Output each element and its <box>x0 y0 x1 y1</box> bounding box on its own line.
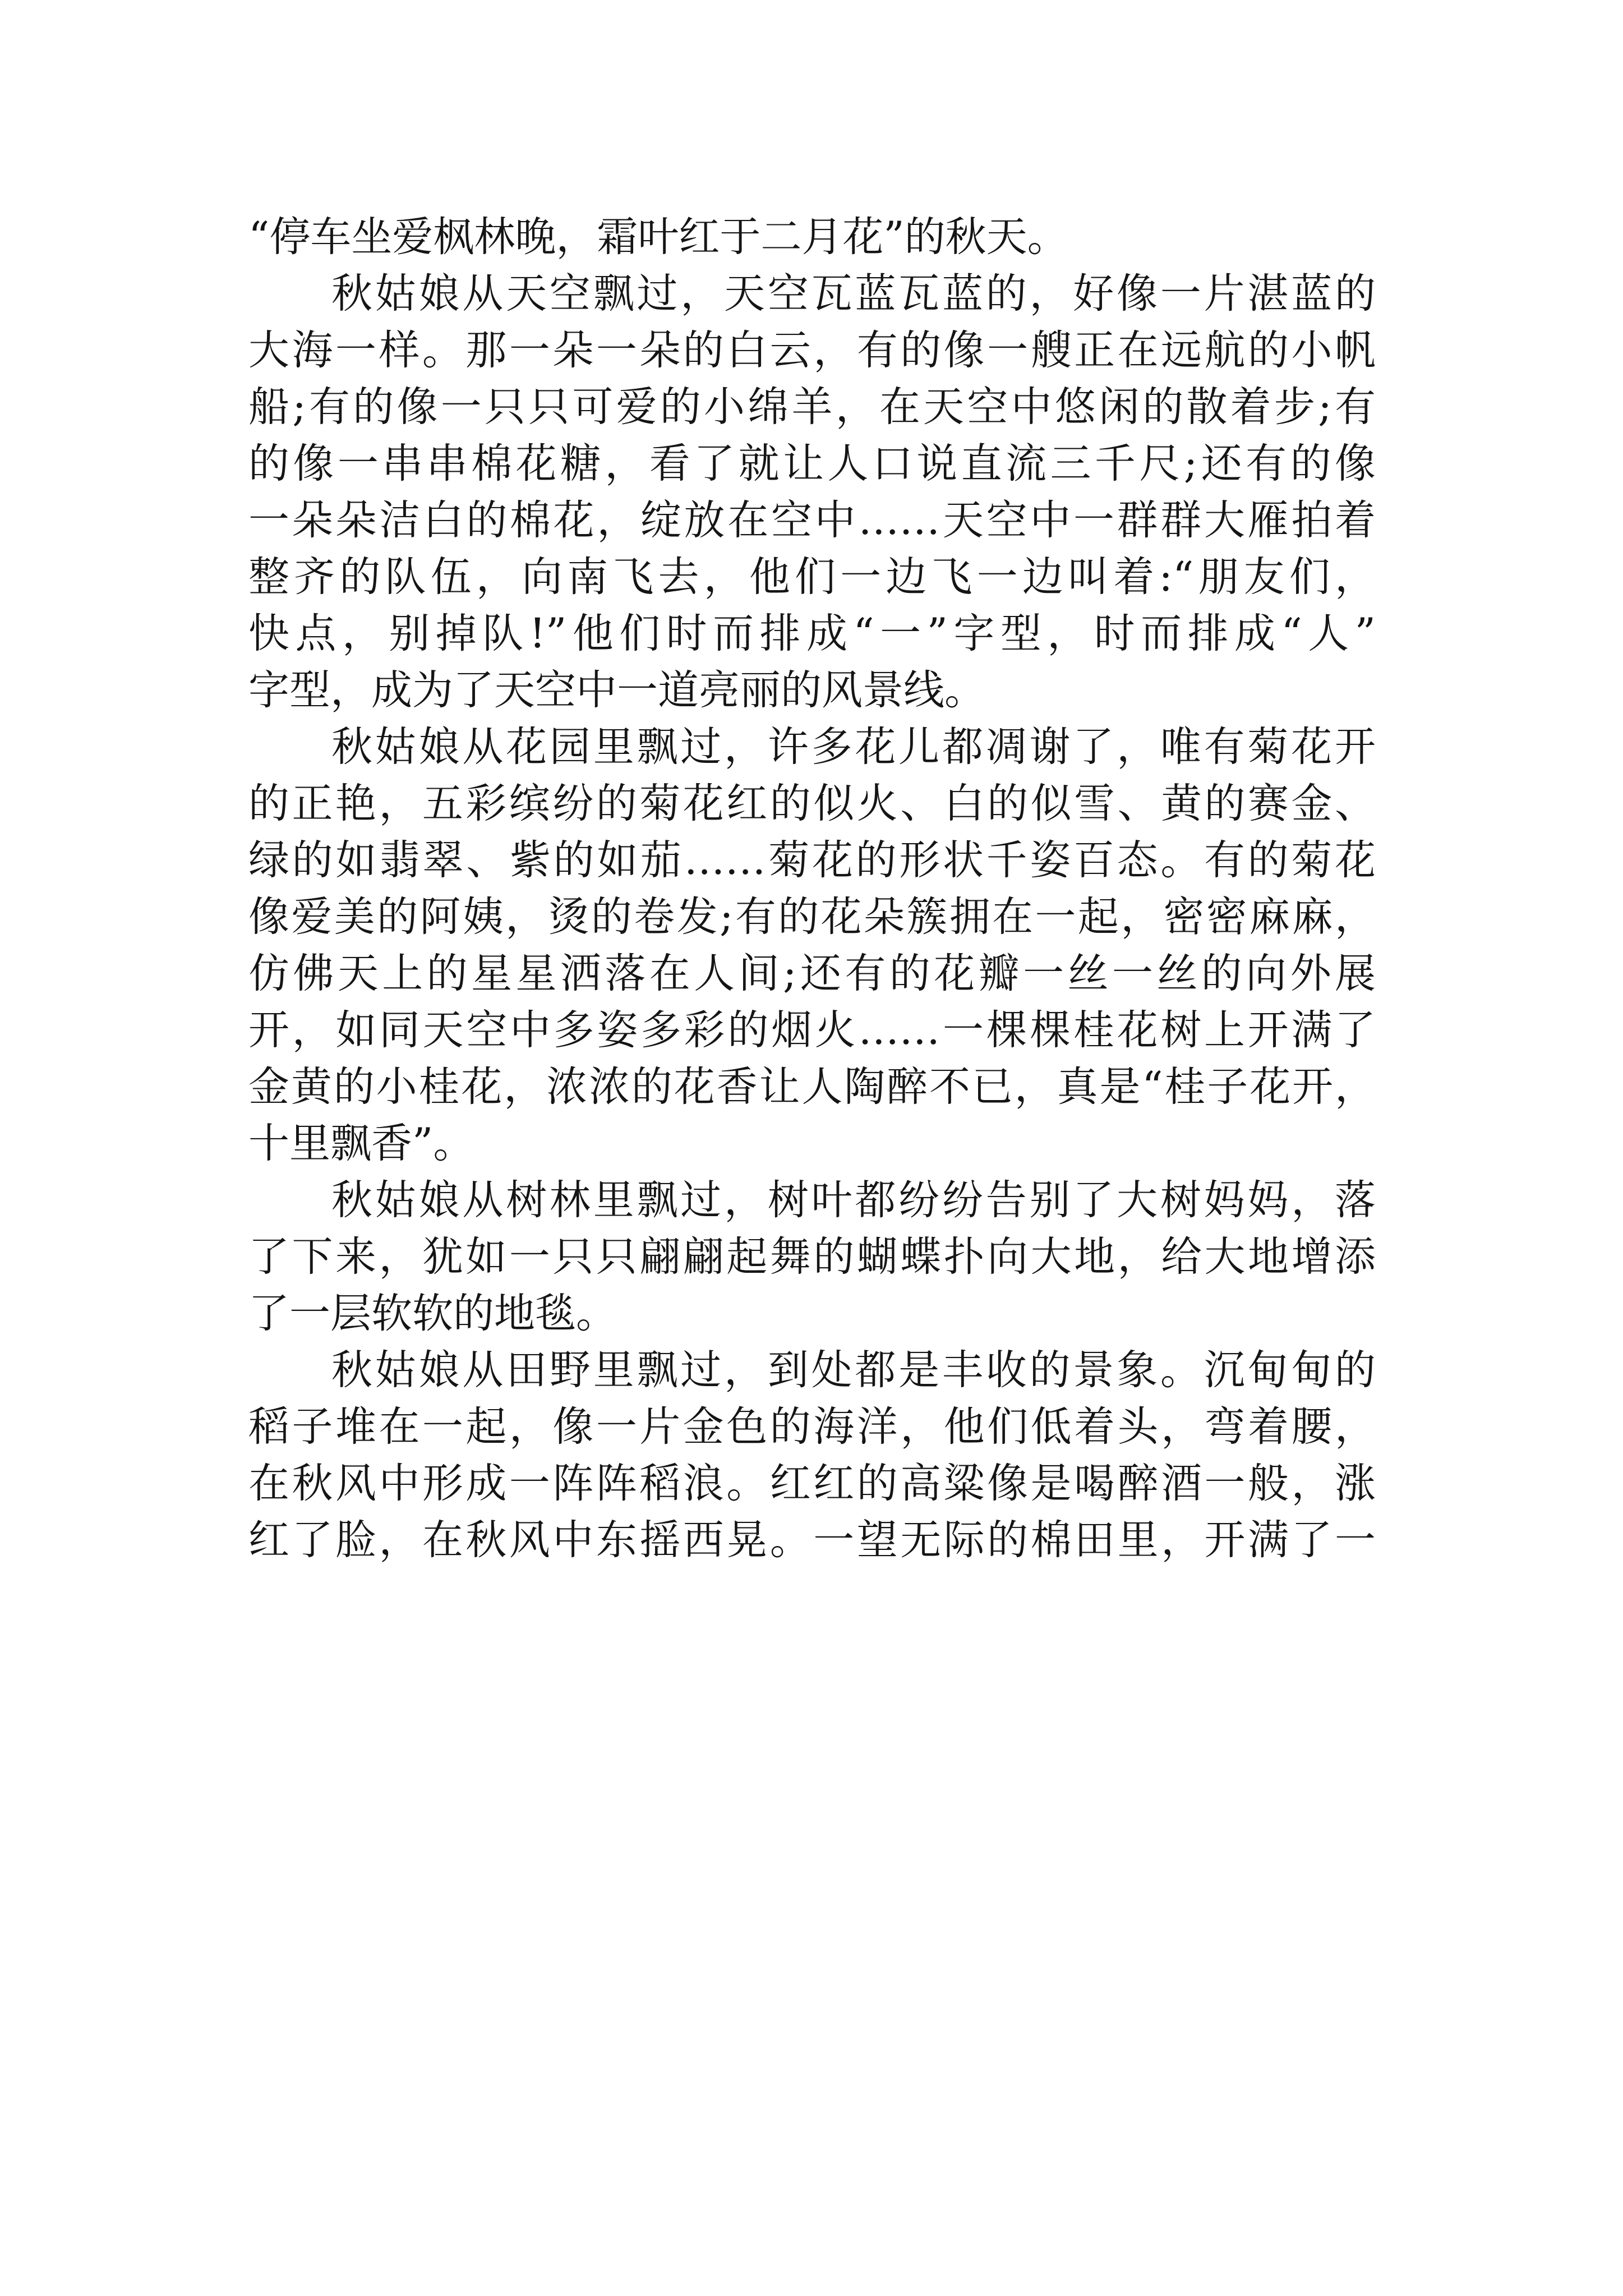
text-line: 了下来，犹如一只只翩翩起舞的蝴蝶扑向大地，给大地增添 <box>248 1233 1376 1281</box>
text-line: 的像一串串棉花糖，看了就让人口说直流三千尺;还有的像 <box>248 440 1376 487</box>
text-line: 的正艳，五彩缤纷的菊花红的似火、白的似雪、黄的赛金、 <box>248 780 1376 827</box>
text-line: 快点，别掉队!”他们时而排成“一”字型，时而排成“人” <box>248 610 1376 657</box>
text-line: 船;有的像一只只可爱的小绵羊，在天空中悠闲的散着步;有 <box>248 383 1376 431</box>
text-line: “停车坐爱枫林晚，霜叶红于二月花”的秋天。 <box>248 213 1068 261</box>
paragraph-first-line: 秋姑娘从田野里飘过，到处都是丰收的景象。沉甸甸的 <box>331 1346 1376 1394</box>
text-line: 红了脸，在秋风中东摇西晃。一望无际的棉田里，开满了一 <box>248 1516 1376 1564</box>
text-line: 十里飘香”。 <box>248 1120 474 1167</box>
text-line: 金黄的小桂花，浓浓的花香让人陶醉不已，真是“桂子花开， <box>248 1063 1376 1111</box>
paragraph-first-line: 秋姑娘从天空飘过，天空瓦蓝瓦蓝的，好像一片湛蓝的 <box>331 270 1376 318</box>
text-line: 在秋风中形成一阵阵稻浪。红红的高粱像是喝醉酒一般，涨 <box>248 1460 1376 1507</box>
text-line: 了一层软软的地毯。 <box>248 1290 617 1337</box>
text-line: 稻子堆在一起，像一片金色的海洋，他们低着头，弯着腰， <box>248 1403 1376 1451</box>
text-line: 像爱美的阿姨，烫的卷发;有的花朵簇拥在一起，密密麻麻， <box>248 893 1376 941</box>
text-line: 一朵朵洁白的棉花，绽放在空中……天空中一群群大雁拍着 <box>248 496 1376 544</box>
document-body <box>248 209 1376 1568</box>
text-line: 大海一样。那一朵一朵的白云，有的像一艘正在远航的小帆 <box>248 326 1376 374</box>
text-line: 仿佛天上的星星洒落在人间;还有的花瓣一丝一丝的向外展 <box>248 950 1376 997</box>
text-line: 开，如同天空中多姿多彩的烟火……一棵棵桂花树上开满了 <box>248 1006 1376 1054</box>
paragraph-first-line: 秋姑娘从花园里飘过，许多花儿都凋谢了，唯有菊花开 <box>331 723 1376 771</box>
text-line: 整齐的队伍，向南飞去，他们一边飞一边叫着:“朋友们， <box>248 553 1376 601</box>
text-line: 字型，成为了天空中一道亮丽的风景线。 <box>248 666 985 714</box>
paragraph-first-line: 秋姑娘从树林里飘过，树叶都纷纷告别了大树妈妈，落 <box>331 1176 1376 1224</box>
text-line: 绿的如翡翠、紫的如茄……菊花的形状千姿百态。有的菊花 <box>248 836 1376 884</box>
